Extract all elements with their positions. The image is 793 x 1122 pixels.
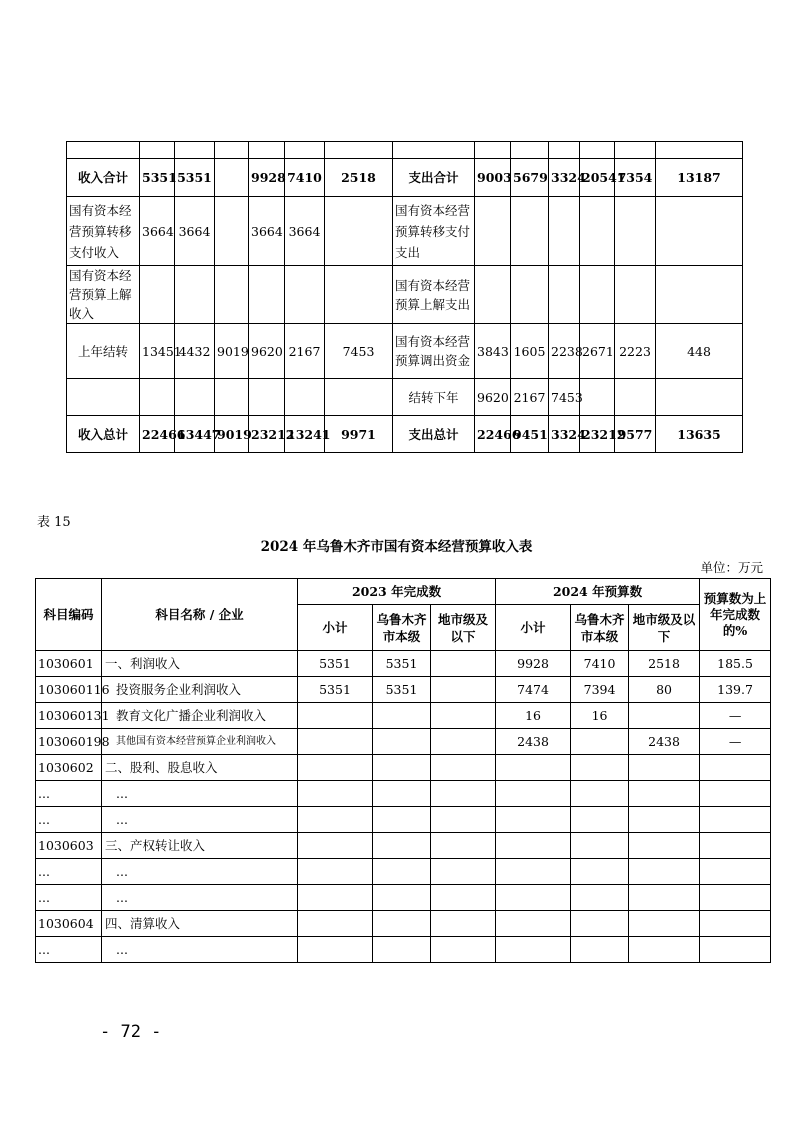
value-cell — [298, 911, 373, 937]
unit-label: 单位：万元 — [700, 560, 763, 575]
value-cell — [571, 781, 629, 807]
value-cell — [431, 859, 496, 885]
name-cell: 二、股利、股息收入 — [102, 755, 298, 781]
row-label: 收入总计 — [67, 416, 140, 453]
row-label: 支出合计 — [393, 159, 475, 197]
value-cell — [700, 833, 771, 859]
value-cell — [298, 859, 373, 885]
name-cell: ... — [102, 859, 298, 885]
value-cell — [298, 781, 373, 807]
table-cell: 22466 — [475, 416, 511, 453]
page-title: 2024 年乌鲁木齐市国有资本经营预算收入表 — [260, 539, 533, 555]
value-cell — [431, 781, 496, 807]
value-cell: 139.7 — [700, 677, 771, 703]
row-label: 上年结转 — [67, 324, 140, 379]
table-cell — [215, 379, 249, 416]
table-row — [36, 781, 771, 807]
value-cell — [373, 859, 431, 885]
header-2023: 2023 年完成数 — [298, 579, 496, 605]
code-cell: 103060116 — [36, 677, 102, 703]
header-name: 科目名称 / 企业 — [102, 579, 298, 651]
value-cell: — — [700, 703, 771, 729]
table-cell — [215, 266, 249, 324]
table-cell: 9003 — [475, 159, 511, 197]
table-cell: 3664 — [249, 197, 285, 266]
table-cell: 22466 — [140, 416, 175, 453]
value-cell — [496, 859, 571, 885]
table-row — [36, 807, 771, 833]
table-cell — [511, 197, 549, 266]
value-cell — [298, 885, 373, 911]
value-cell — [431, 885, 496, 911]
table-cell — [475, 197, 511, 266]
table-cell — [325, 197, 393, 266]
value-cell — [431, 937, 496, 963]
table-cell: 5351 — [140, 159, 175, 197]
value-cell — [496, 781, 571, 807]
name-cell: 一、利润收入 — [102, 651, 298, 677]
table-cell — [175, 266, 215, 324]
value-cell — [629, 911, 700, 937]
code-cell: 1030603 — [36, 833, 102, 859]
table-cell — [285, 379, 325, 416]
code-cell: ... — [36, 885, 102, 911]
value-cell — [373, 781, 431, 807]
value-cell — [571, 911, 629, 937]
name-cell: 三、产权转让收入 — [102, 833, 298, 859]
table-cell — [249, 142, 285, 159]
row-label: 国有资本经营预算转移支付支出 — [393, 197, 475, 266]
table-cell: 13451 — [140, 324, 175, 379]
code-cell: 1030601 — [36, 651, 102, 677]
value-cell: 5351 — [298, 651, 373, 677]
table-cell — [549, 142, 580, 159]
value-cell — [700, 911, 771, 937]
table-cell — [656, 142, 743, 159]
table-cell: 20541 — [580, 159, 615, 197]
table-cell: 2671 — [580, 324, 615, 379]
value-cell — [571, 937, 629, 963]
table-cell: 1605 — [511, 324, 549, 379]
code-cell: 103060198 — [36, 729, 102, 755]
income-table — [35, 578, 771, 963]
table-cell: 3664 — [175, 197, 215, 266]
value-cell — [629, 781, 700, 807]
table-cell — [615, 379, 656, 416]
table-row — [36, 937, 771, 963]
table-cell — [140, 142, 175, 159]
name-cell: 四、清算收入 — [102, 911, 298, 937]
header-2024-total: 小计 — [496, 605, 571, 651]
value-cell: 7474 — [496, 677, 571, 703]
name-cell: ... — [102, 807, 298, 833]
value-cell — [700, 937, 771, 963]
table-cell: 13241 — [285, 416, 325, 453]
table-cell — [615, 142, 656, 159]
value-cell — [298, 729, 373, 755]
value-cell — [629, 755, 700, 781]
value-cell: 7394 — [571, 677, 629, 703]
value-cell — [700, 781, 771, 807]
value-cell — [373, 755, 431, 781]
code-cell: ... — [36, 937, 102, 963]
value-cell: 7410 — [571, 651, 629, 677]
table-cell — [615, 197, 656, 266]
value-cell — [571, 755, 629, 781]
value-cell — [700, 859, 771, 885]
value-cell: 80 — [629, 677, 700, 703]
value-cell — [431, 651, 496, 677]
value-cell — [629, 833, 700, 859]
row-label: 国有资本经营预算调出资金 — [393, 324, 475, 379]
header-row — [36, 579, 771, 605]
value-cell: 16 — [571, 703, 629, 729]
value-cell: 2518 — [629, 651, 700, 677]
name-cell: ... — [102, 937, 298, 963]
value-cell — [373, 937, 431, 963]
row-label: 国有资本经营预算转移支付收入 — [67, 197, 140, 266]
value-cell — [373, 807, 431, 833]
value-cell — [431, 703, 496, 729]
table-cell — [511, 266, 549, 324]
value-cell — [373, 729, 431, 755]
name-cell: 其他国有资本经营预算企业利润收入 — [102, 729, 298, 755]
table-row — [36, 677, 771, 703]
value-cell — [700, 885, 771, 911]
name-cell: ... — [102, 781, 298, 807]
value-cell: 5351 — [373, 651, 431, 677]
table-row — [36, 729, 771, 755]
table-cell: 9620 — [249, 324, 285, 379]
value-cell — [496, 911, 571, 937]
value-cell — [298, 833, 373, 859]
table-cell: 23212 — [580, 416, 615, 453]
value-cell — [629, 937, 700, 963]
row-label: 结转下年 — [393, 379, 475, 416]
table-cell: 23212 — [249, 416, 285, 453]
table-cell: 9577 — [615, 416, 656, 453]
table-cell — [475, 142, 511, 159]
value-cell — [431, 755, 496, 781]
value-cell: 16 — [496, 703, 571, 729]
table-cell: 448 — [656, 324, 743, 379]
table-cell — [285, 266, 325, 324]
table-cell: 9019 — [215, 416, 249, 453]
value-cell — [629, 807, 700, 833]
table-row — [36, 859, 771, 885]
table-cell: 5679 — [511, 159, 549, 197]
table-cell — [285, 142, 325, 159]
table-cell — [475, 266, 511, 324]
table-cell: 13447 — [175, 416, 215, 453]
name-cell: 教育文化广播企业利润收入 — [102, 703, 298, 729]
table-cell: 13187 — [656, 159, 743, 197]
table-cell: 3843 — [475, 324, 511, 379]
value-cell: 2438 — [496, 729, 571, 755]
table-cell — [67, 142, 140, 159]
header-2023-city: 乌鲁木齐市本级 — [373, 605, 431, 651]
value-cell: 5351 — [298, 677, 373, 703]
balance-summary-table — [66, 141, 743, 453]
code-cell: 1030604 — [36, 911, 102, 937]
value-cell — [431, 911, 496, 937]
table-row — [36, 833, 771, 859]
value-cell — [298, 807, 373, 833]
value-cell — [431, 833, 496, 859]
header-2024-city: 乌鲁木齐市本级 — [571, 605, 629, 651]
row-label: 国有资本经营预算上解支出 — [393, 266, 475, 324]
value-cell — [373, 885, 431, 911]
table-cell — [580, 142, 615, 159]
table-row — [36, 755, 771, 781]
table-cell: 2518 — [325, 159, 393, 197]
value-cell — [496, 885, 571, 911]
code-cell: 103060131 — [36, 703, 102, 729]
table-cell — [175, 142, 215, 159]
table-row — [36, 703, 771, 729]
table-cell: 3664 — [285, 197, 325, 266]
value-cell — [700, 755, 771, 781]
value-cell — [571, 859, 629, 885]
value-cell — [298, 937, 373, 963]
table-cell: 2223 — [615, 324, 656, 379]
table-cell — [325, 379, 393, 416]
table-row — [67, 142, 743, 159]
income-table-body — [36, 651, 771, 963]
code-cell: ... — [36, 807, 102, 833]
name-cell: 投资服务企业利润收入 — [102, 677, 298, 703]
table-cell — [215, 159, 249, 197]
value-cell — [629, 703, 700, 729]
table-label: 表 15 — [37, 515, 71, 530]
table-cell — [140, 379, 175, 416]
table-row — [36, 651, 771, 677]
value-cell — [298, 755, 373, 781]
code-cell: ... — [36, 859, 102, 885]
table-cell: 3324 — [549, 416, 580, 453]
table-cell — [615, 266, 656, 324]
table-row — [36, 911, 771, 937]
table-cell — [215, 142, 249, 159]
table-row — [67, 379, 743, 416]
table-cell — [656, 266, 743, 324]
table-cell: 9451 — [511, 416, 549, 453]
code-cell: 1030602 — [36, 755, 102, 781]
table-cell — [175, 379, 215, 416]
value-cell — [629, 859, 700, 885]
table-cell: 2238 — [549, 324, 580, 379]
value-cell — [571, 807, 629, 833]
table-cell: 13635 — [656, 416, 743, 453]
table-row — [67, 197, 743, 266]
table-cell: 3324 — [549, 159, 580, 197]
header-code: 科目编码 — [36, 579, 102, 651]
table-cell — [580, 379, 615, 416]
row-label: 国有资本经营预算上解收入 — [67, 266, 140, 324]
header-2023-local: 地市级及以下 — [431, 605, 496, 651]
value-cell — [496, 807, 571, 833]
table-cell — [325, 266, 393, 324]
table-cell: 5351 — [175, 159, 215, 197]
table-cell: 7453 — [325, 324, 393, 379]
row-label — [67, 379, 140, 416]
value-cell — [629, 885, 700, 911]
table-cell: 9971 — [325, 416, 393, 453]
header-2024: 2024 年预算数 — [496, 579, 700, 605]
name-cell: ... — [102, 885, 298, 911]
value-cell: 2438 — [629, 729, 700, 755]
value-cell — [700, 807, 771, 833]
table-cell — [140, 266, 175, 324]
value-cell — [496, 755, 571, 781]
table-cell — [249, 266, 285, 324]
value-cell — [431, 729, 496, 755]
table-cell — [580, 197, 615, 266]
table-cell — [580, 266, 615, 324]
value-cell — [431, 677, 496, 703]
value-cell: — — [700, 729, 771, 755]
row-label: 收入合计 — [67, 159, 140, 197]
table-cell — [249, 379, 285, 416]
value-cell — [431, 807, 496, 833]
code-cell: ... — [36, 781, 102, 807]
table-cell: 9019 — [215, 324, 249, 379]
value-cell — [373, 703, 431, 729]
table-cell — [215, 197, 249, 266]
value-cell — [571, 729, 629, 755]
value-cell — [373, 833, 431, 859]
value-cell — [571, 885, 629, 911]
value-cell — [496, 833, 571, 859]
row-label: 支出总计 — [393, 416, 475, 453]
table-cell — [549, 266, 580, 324]
value-cell: 5351 — [373, 677, 431, 703]
table-row — [67, 324, 743, 379]
header-ratio: 预算数为上年完成数的% — [700, 579, 771, 651]
table-row — [67, 159, 743, 197]
value-cell — [298, 703, 373, 729]
table-row — [67, 416, 743, 453]
table-cell — [656, 197, 743, 266]
value-cell — [496, 937, 571, 963]
value-cell: 185.5 — [700, 651, 771, 677]
table-cell: 4432 — [175, 324, 215, 379]
table-cell — [325, 142, 393, 159]
table-cell: 9620 — [475, 379, 511, 416]
table-cell: 7354 — [615, 159, 656, 197]
table-cell: 2167 — [511, 379, 549, 416]
header-2024-local: 地市级及以下 — [629, 605, 700, 651]
table-cell: 7410 — [285, 159, 325, 197]
value-cell: 9928 — [496, 651, 571, 677]
value-cell — [571, 833, 629, 859]
value-cell — [373, 911, 431, 937]
table-cell — [656, 379, 743, 416]
table-cell: 9928 — [249, 159, 285, 197]
table-cell — [511, 142, 549, 159]
header-2023-total: 小计 — [298, 605, 373, 651]
page-number: - 72 - — [100, 1022, 162, 1042]
table-cell: 3664 — [140, 197, 175, 266]
table-cell — [393, 142, 475, 159]
table-cell — [549, 197, 580, 266]
table-cell: 2167 — [285, 324, 325, 379]
table-row — [67, 266, 743, 324]
table-cell: 7453 — [549, 379, 580, 416]
table-row — [36, 885, 771, 911]
